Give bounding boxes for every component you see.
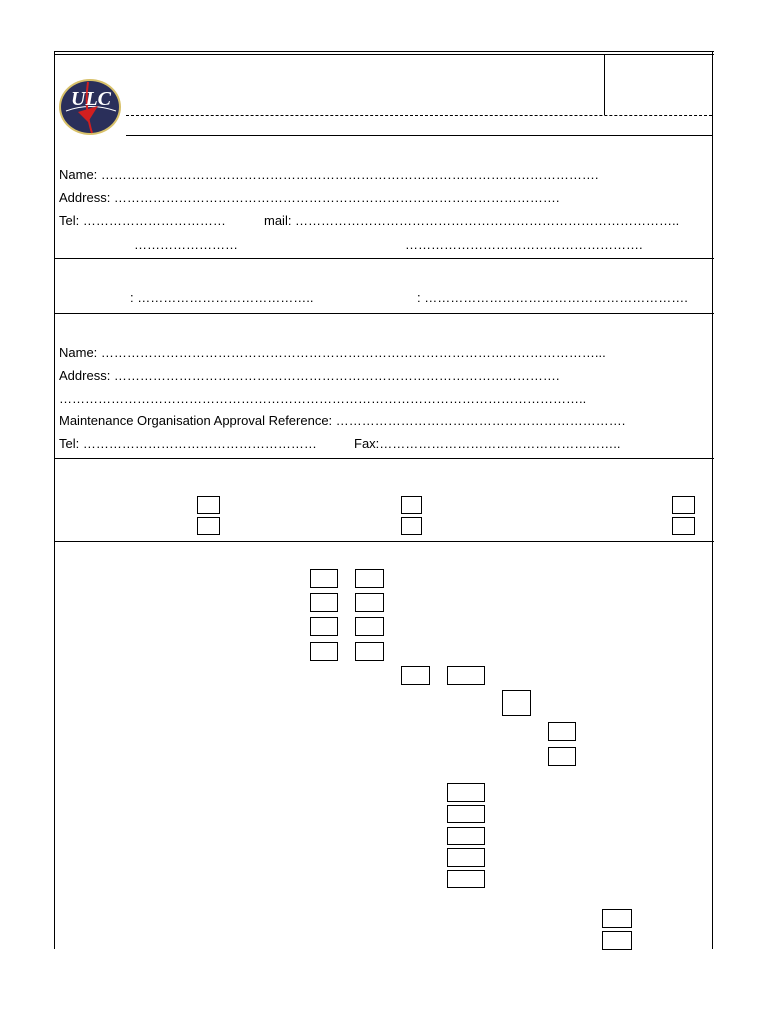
approval-reference-field[interactable]: Maintenance Organisation Approval Reference: …………………………………………………………. — [59, 413, 626, 428]
applicant-address-field[interactable]: Address: …………………………………………………………………………………………. — [59, 190, 560, 205]
checkbox[interactable] — [310, 593, 338, 612]
checkbox[interactable] — [401, 496, 422, 514]
checkbox[interactable] — [447, 870, 485, 888]
form-top-inner-border — [54, 54, 714, 55]
checkbox[interactable] — [401, 666, 430, 685]
applicant-tel-field[interactable]: Tel: …………………………… — [59, 213, 226, 228]
checkbox[interactable] — [447, 783, 485, 802]
organisation-name-field[interactable]: Name: ……………………………………………………………………………………………………... — [59, 345, 606, 360]
checkbox[interactable] — [548, 747, 576, 766]
organisation-fax-field[interactable]: Fax:……………………………………………….. — [354, 436, 621, 451]
organisation-address-field[interactable]: Address: …………………………………………………………………………………………. — [59, 368, 560, 383]
checkbox[interactable] — [548, 722, 576, 741]
section2-right-field[interactable]: : ……………………………………………………. — [417, 290, 688, 305]
checkbox[interactable] — [197, 517, 220, 535]
checkbox[interactable] — [447, 666, 485, 685]
checkbox[interactable] — [447, 848, 485, 867]
checkbox[interactable] — [355, 617, 384, 636]
section-divider-4 — [54, 541, 714, 542]
checkbox[interactable] — [672, 517, 695, 535]
checkbox[interactable] — [447, 805, 485, 823]
checkbox[interactable] — [355, 642, 384, 661]
checkbox[interactable] — [355, 593, 384, 612]
applicant-extra-right-field[interactable]: ………………………………………………. — [405, 237, 643, 252]
section2-left-field[interactable]: : ………………………………….. — [130, 290, 314, 305]
checkbox[interactable] — [401, 517, 422, 535]
checkbox[interactable] — [355, 569, 384, 588]
checkbox[interactable] — [602, 909, 632, 928]
checkbox[interactable] — [447, 827, 485, 845]
checkbox[interactable] — [310, 617, 338, 636]
section-divider-2 — [54, 313, 714, 314]
form-right-border — [712, 51, 713, 949]
checkbox[interactable] — [602, 931, 632, 950]
organisation-globe-logo — [58, 78, 124, 136]
organisation-tel-field[interactable]: Tel: ……………………………………………… — [59, 436, 317, 451]
applicant-name-field[interactable]: Name: ……………………………………………………………………………………………………. — [59, 167, 599, 182]
applicant-mail-field[interactable]: mail: …………………………………………………………………………….. — [264, 213, 680, 228]
checkbox[interactable] — [197, 496, 220, 514]
checkbox[interactable] — [310, 642, 338, 661]
section-divider-1 — [54, 258, 714, 259]
form-left-border — [54, 51, 55, 949]
header-dashed-rule — [126, 115, 712, 116]
svg-text:ULC: ULC — [71, 88, 111, 110]
checkbox[interactable] — [672, 496, 695, 514]
header-bottom-rule — [126, 135, 712, 136]
checkbox[interactable] — [502, 690, 531, 716]
header-box-divider — [604, 54, 605, 115]
organisation-address-cont-field[interactable]: ………………………………………………………………………………………………………….. — [59, 391, 587, 406]
section-divider-3 — [54, 458, 714, 459]
applicant-extra-left-field[interactable]: …………………… — [134, 237, 238, 252]
checkbox[interactable] — [310, 569, 338, 588]
